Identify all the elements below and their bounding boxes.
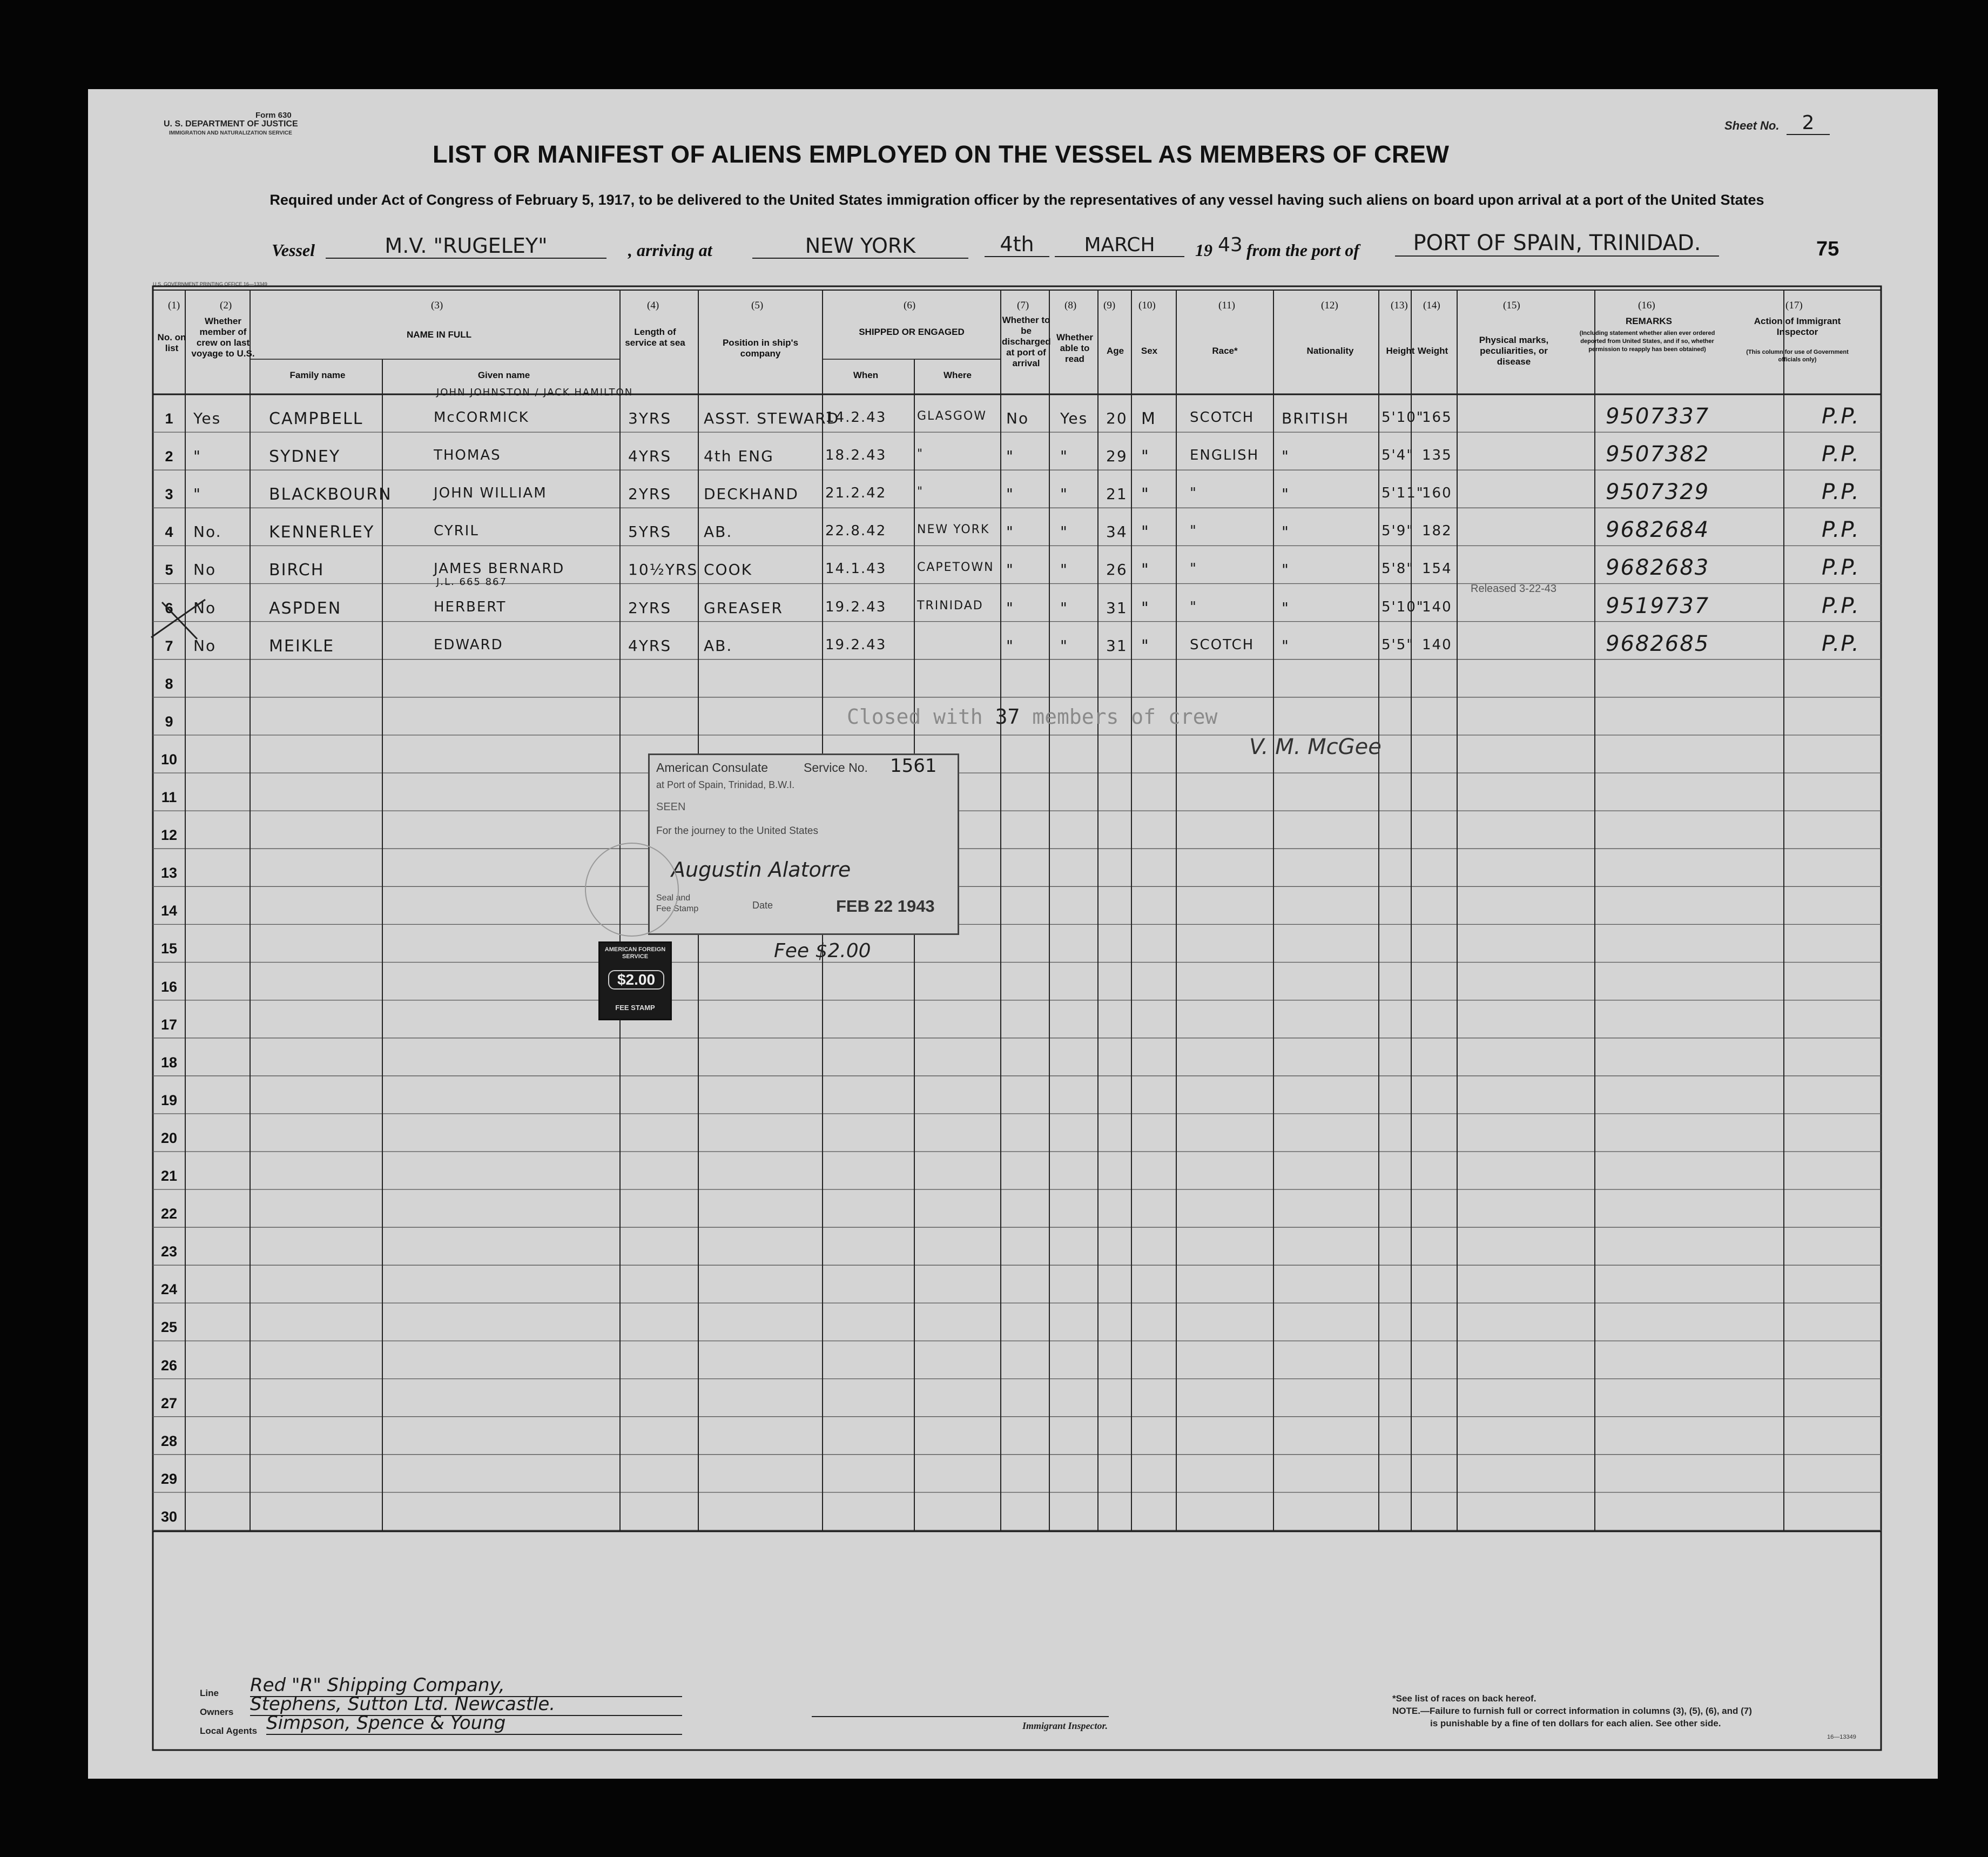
row-number: 20 xyxy=(160,1129,178,1146)
race-cell: " xyxy=(1190,598,1197,615)
col-num: (11) xyxy=(1218,300,1235,311)
sex-cell: " xyxy=(1141,636,1150,656)
col-num: (16) xyxy=(1638,300,1655,311)
inspector-signature-line xyxy=(812,1716,1109,1717)
row-number: 4 xyxy=(165,524,173,541)
agents-value: Simpson, Spence & Young xyxy=(266,1712,682,1735)
age-cell: 21 xyxy=(1106,485,1128,503)
arriving-label: , arriving at xyxy=(628,240,712,260)
race-cell: " xyxy=(1190,561,1197,577)
col-header-shipped: SHIPPED OR ENGAGED xyxy=(859,327,965,337)
col-header-height: Height xyxy=(1386,346,1415,356)
height-cell: 5'5" xyxy=(1382,636,1414,653)
position-cell: AB. xyxy=(704,523,733,541)
consulate-line2: at Port of Spain, Trinidad, B.W.I. xyxy=(656,779,795,790)
height-cell: 5'8" xyxy=(1382,561,1414,577)
shipped-when-cell: 18.2.43 xyxy=(825,447,887,464)
col-header-action-note: (This column for use of Government officials only) xyxy=(1746,349,1849,363)
col-header-remarks-note: (Including statement whether alien ever ordered deported from United States, and if so, whether permission to reapply has been obtained) xyxy=(1579,330,1715,353)
shipped-where-cell: GLASGOW xyxy=(917,409,987,423)
fee-stamp-bottom: FEE STAMP xyxy=(615,1004,655,1012)
discharged-cell: " xyxy=(1006,561,1014,579)
departure-port: PORT OF SPAIN, TRINIDAD. xyxy=(1395,231,1719,257)
row-number: 9 xyxy=(165,713,173,730)
age-cell: 34 xyxy=(1106,523,1128,541)
fee-stamp-amount: $2.00 xyxy=(608,970,664,990)
race-cell: SCOTCH xyxy=(1190,636,1255,653)
position-cell: DECKHAND xyxy=(704,485,799,503)
row-number: 12 xyxy=(160,827,178,844)
action-cell: P.P. xyxy=(1822,517,1860,543)
read-cell: " xyxy=(1060,447,1068,466)
last-voyage-cell: No. xyxy=(193,523,222,541)
col-header-action: Action of Immigrant Inspector xyxy=(1754,316,1841,337)
service-cell: 2YRS xyxy=(628,485,672,503)
action-cell: P.P. xyxy=(1822,442,1860,467)
age-cell: 29 xyxy=(1106,447,1128,466)
line-label: Line xyxy=(200,1688,219,1698)
height-cell: 5'10" xyxy=(1382,598,1424,615)
col-num: (13) xyxy=(1391,300,1408,311)
row-number: 16 xyxy=(160,978,178,995)
fee-note: Fee $2.00 xyxy=(774,940,871,962)
given-name-cell: JOHN WILLIAM xyxy=(434,485,547,502)
family-name-cell: BIRCH xyxy=(269,561,325,580)
col-num: (5) xyxy=(751,300,764,311)
shipped-when-cell: 21.2.42 xyxy=(825,485,887,502)
sheet-number: 2 xyxy=(1787,112,1830,135)
row-number: 14 xyxy=(160,903,178,919)
col-header-weight: Weight xyxy=(1417,346,1448,356)
row-number: 22 xyxy=(160,1206,178,1222)
arrival-year: 43 xyxy=(1218,234,1243,256)
col-num: (3) xyxy=(431,300,443,311)
read-cell: " xyxy=(1060,598,1068,617)
shipped-when-cell: 14.1.43 xyxy=(825,561,887,577)
closed-with-label xyxy=(847,705,1217,729)
consulate-stamp xyxy=(648,753,959,935)
owners-value: Stephens, Sutton Ltd. Newcastle. xyxy=(250,1693,682,1716)
closed-suffix: members of crew xyxy=(1032,705,1218,729)
action-cell: P.P. xyxy=(1822,593,1860,618)
discharged-cell: " xyxy=(1006,523,1014,541)
printer-note: U.S. GOVERNMENT PRINTING OFFICE 16—13349 xyxy=(153,281,267,287)
position-cell: ASST. STEWARD xyxy=(704,409,840,427)
row-number: 23 xyxy=(160,1243,178,1260)
page-title: LIST OR MANIFEST OF ALIENS EMPLOYED ON THE VESSEL AS MEMBERS OF CREW xyxy=(433,140,1450,168)
col-header-sex: Sex xyxy=(1141,346,1158,356)
owners-label: Owners xyxy=(200,1707,234,1717)
consulate-seal xyxy=(585,843,679,937)
vessel-name: M.V. "RUGELEY" xyxy=(326,234,606,259)
remarks-cell: 9507337 xyxy=(1606,404,1710,429)
consul-signature: Augustin Alatorre xyxy=(671,858,851,882)
position-cell: GREASER xyxy=(704,598,783,617)
col-num: (17) xyxy=(1785,300,1803,311)
sex-cell: " xyxy=(1141,561,1150,580)
weight-cell: 165 xyxy=(1422,409,1452,426)
service-no-label: Service No. xyxy=(804,761,868,775)
family-name-cell: KENNERLEY xyxy=(269,523,375,542)
service-no-value: 1561 xyxy=(890,755,937,777)
action-cell: P.P. xyxy=(1822,555,1860,581)
family-name-cell: BLACKBOURN xyxy=(269,485,392,504)
col-subheader-given: Given name xyxy=(477,370,530,380)
service-cell: 2YRS xyxy=(628,598,672,617)
col-header-discharged: Whether to be discharged at port of arrival xyxy=(1002,315,1051,368)
given-name-cell: THOMAS xyxy=(434,447,501,464)
row-number: 11 xyxy=(161,789,177,805)
service-cell: 3YRS xyxy=(628,409,672,427)
col-header-remarks: REMARKS xyxy=(1626,316,1672,326)
shipped-when-cell: 22.8.42 xyxy=(825,523,887,540)
nationality-cell: BRITISH xyxy=(1282,409,1350,427)
row-number: 30 xyxy=(160,1508,178,1525)
action-cell: P.P. xyxy=(1822,480,1860,505)
age-cell: 26 xyxy=(1106,561,1128,579)
col-header-race: Race* xyxy=(1212,346,1238,356)
service-cell: 10½YRS xyxy=(628,561,698,579)
age-cell: 31 xyxy=(1106,598,1128,617)
arrival-port: NEW YORK xyxy=(752,234,968,259)
family-name-cell: ASPDEN xyxy=(269,598,342,618)
col-header-read: Whether able to read xyxy=(1056,332,1093,364)
service-cell: 4YRS xyxy=(628,636,672,655)
nationality-cell: " xyxy=(1282,447,1290,466)
arrival-day: 4th xyxy=(985,232,1049,257)
position-cell: AB. xyxy=(704,636,733,655)
row-number: 26 xyxy=(160,1357,178,1374)
nationality-cell: " xyxy=(1282,636,1290,655)
consulate-journey: For the journey to the United States xyxy=(656,825,818,837)
page-subtitle: Required under Act of Congress of February 5, 1917, to be delivered to the United States immigration officer by the representatives of any vessel having such aliens on board upon arrival at a port of the United States xyxy=(269,192,1764,208)
footer-note-1: *See list of races on back hereof. xyxy=(1392,1693,1537,1704)
row-number: 2 xyxy=(165,448,173,465)
discharged-cell: " xyxy=(1006,485,1014,503)
col-num: (6) xyxy=(904,300,916,311)
remarks-cell: 9682685 xyxy=(1606,631,1710,656)
weight-cell: 135 xyxy=(1422,447,1452,464)
row-number: 13 xyxy=(160,865,178,882)
given-name-cell: JAMES BERNARD xyxy=(434,561,565,577)
read-cell: " xyxy=(1060,636,1068,655)
height-cell: 5'11" xyxy=(1382,485,1424,502)
closing-signature: V. M. McGee xyxy=(1249,735,1382,759)
height-cell: 5'10" xyxy=(1382,409,1424,426)
read-cell: " xyxy=(1060,485,1068,503)
remarks-cell: 9507382 xyxy=(1606,442,1710,467)
service-cell: 4YRS xyxy=(628,447,672,466)
footer-note-3: is punishable by a fine of ten dollars for each alien. See other side. xyxy=(1430,1718,1721,1728)
remarks-cell: 9507329 xyxy=(1606,480,1710,505)
shipped-where-cell: " xyxy=(917,447,924,461)
from-port-label: from the port of xyxy=(1246,240,1359,260)
sex-cell: " xyxy=(1141,485,1150,504)
col-num: (1) xyxy=(168,300,180,311)
last-voyage-cell: " xyxy=(193,447,201,466)
line-value: Red "R" Shipping Company, xyxy=(250,1674,682,1697)
arrival-month: MARCH xyxy=(1055,234,1184,257)
age-cell: 31 xyxy=(1106,636,1128,655)
row-number: 21 xyxy=(160,1168,178,1184)
nationality-cell: " xyxy=(1282,561,1290,579)
last-voyage-cell: No xyxy=(193,636,217,655)
given-name-cell: EDWARD xyxy=(434,636,503,653)
vessel-label: Vessel xyxy=(272,240,315,260)
closed-prefix: Closed with xyxy=(847,705,983,729)
given-name-annotation: JOHN JOHNSTON / JACK HAMILTON xyxy=(436,387,634,398)
row-number: 8 xyxy=(165,675,173,692)
race-cell: " xyxy=(1190,523,1197,540)
row-number: 28 xyxy=(160,1432,178,1449)
agents-label: Local Agents xyxy=(200,1726,258,1736)
row-number: 1 xyxy=(165,411,173,427)
date-label: Date xyxy=(752,900,773,911)
sex-cell: " xyxy=(1141,598,1150,618)
row-number: 19 xyxy=(160,1092,178,1108)
height-cell: 5'4" xyxy=(1382,447,1414,464)
shipped-where-cell: NEW YORK xyxy=(917,523,990,537)
given-name-cell: McCORMICK xyxy=(434,409,529,426)
last-voyage-cell: Yes xyxy=(193,409,221,427)
read-cell: Yes xyxy=(1060,409,1088,427)
remarks-cell: 9682684 xyxy=(1606,517,1710,543)
col-subheader-family: Family name xyxy=(289,370,346,380)
row-number: 10 xyxy=(160,751,178,768)
service-name: IMMIGRATION AND NATURALIZATION SERVICE xyxy=(169,130,292,136)
row-number: 25 xyxy=(160,1319,178,1336)
year-prefix: 19 xyxy=(1195,240,1212,260)
family-name-cell: CAMPBELL xyxy=(269,409,363,428)
position-cell: 4th ENG xyxy=(704,447,774,466)
col-num: (8) xyxy=(1064,300,1077,311)
date-value: FEB 22 1943 xyxy=(836,897,935,916)
row-number: 27 xyxy=(160,1395,178,1411)
discharged-cell: " xyxy=(1006,636,1014,655)
manifest-sheet xyxy=(88,89,1938,1779)
closed-count: 37 xyxy=(995,705,1020,729)
nationality-cell: " xyxy=(1282,523,1290,541)
col-header-no: No. on list xyxy=(157,332,186,353)
last-voyage-cell: " xyxy=(193,485,201,503)
given-name-annotation: J.L. 665 867 xyxy=(436,576,507,588)
col-subheader-when: When xyxy=(853,370,879,380)
col-num: (15) xyxy=(1503,300,1520,311)
discharged-cell: No xyxy=(1006,409,1029,427)
remarks-cell: 9682683 xyxy=(1606,555,1710,581)
col-num: (14) xyxy=(1423,300,1440,311)
col-num: (2) xyxy=(220,300,232,311)
col-header-last-voyage: Whether member of crew on last voyage to U.S. xyxy=(191,316,255,359)
row-number: 24 xyxy=(160,1281,178,1298)
weight-cell: 182 xyxy=(1422,523,1452,540)
footer-note-2: NOTE.—Failure to furnish full or correct information in columns (3), (5), (6), and (7) xyxy=(1392,1706,1752,1716)
shipped-when-cell: 14.2.43 xyxy=(825,409,887,426)
height-cell: 5'9" xyxy=(1382,523,1414,540)
col-header-service: Length of service at sea xyxy=(625,327,685,348)
strike-mark xyxy=(146,597,211,640)
given-name-cell: HERBERT xyxy=(434,598,507,615)
action-cell: P.P. xyxy=(1822,404,1860,429)
footer-code: 16—13349 xyxy=(1827,1734,1856,1740)
sheet-label: Sheet No. xyxy=(1724,119,1780,132)
remarks-cell: 9519737 xyxy=(1606,593,1710,618)
race-cell: ENGLISH xyxy=(1190,447,1259,464)
race-cell: " xyxy=(1190,485,1197,502)
shipped-where-cell: " xyxy=(917,485,924,499)
department-name: U. S. DEPARTMENT OF JUSTICE xyxy=(164,119,298,129)
nationality-cell: " xyxy=(1282,485,1290,503)
col-header-age: Age xyxy=(1106,346,1124,356)
read-cell: " xyxy=(1060,523,1068,541)
shipped-where-cell: CAPETOWN xyxy=(917,561,994,575)
last-voyage-cell: No xyxy=(193,561,217,579)
fee-stamp xyxy=(598,941,672,1020)
position-cell: COOK xyxy=(704,561,752,579)
sex-cell: M xyxy=(1141,409,1156,428)
row-number: 6 xyxy=(165,600,173,616)
row-number: 18 xyxy=(160,1054,178,1071)
col-num: (4) xyxy=(647,300,659,311)
read-cell: " xyxy=(1060,561,1068,579)
col-header-physical-marks: Physical marks, peculiarities, or disease xyxy=(1479,335,1549,367)
col-header-name: NAME IN FULL xyxy=(407,329,471,340)
row-number: 7 xyxy=(165,637,173,654)
age-cell: 20 xyxy=(1106,409,1128,427)
weight-cell: 154 xyxy=(1422,561,1452,577)
weight-cell: 140 xyxy=(1422,598,1452,615)
row-number: 17 xyxy=(160,1016,178,1033)
service-cell: 5YRS xyxy=(628,523,672,541)
row-number: 3 xyxy=(165,486,173,503)
discharged-cell: " xyxy=(1006,598,1014,617)
col-num: (10) xyxy=(1138,300,1156,311)
action-cell: P.P. xyxy=(1822,631,1860,656)
shipped-when-cell: 19.2.43 xyxy=(825,598,887,615)
given-name-cell: CYRIL xyxy=(434,523,479,540)
fee-stamp-top: AMERICAN FOREIGN SERVICE xyxy=(604,946,666,960)
col-num: (12) xyxy=(1321,300,1338,311)
family-name-cell: MEIKLE xyxy=(269,636,335,656)
weight-cell: 160 xyxy=(1422,485,1452,502)
form-number: Form 630 xyxy=(255,111,292,120)
row-number: 5 xyxy=(165,562,173,578)
family-name-cell: SYDNEY xyxy=(269,447,341,467)
col-subheader-where: Where xyxy=(944,370,972,380)
page-number: 75 xyxy=(1816,238,1839,260)
seal-label: Seal and Fee Stamp xyxy=(656,893,699,913)
nationality-cell: " xyxy=(1282,598,1290,617)
sex-cell: " xyxy=(1141,523,1150,542)
shipped-where-cell: TRINIDAD xyxy=(917,598,983,613)
shipped-when-cell: 19.2.43 xyxy=(825,636,887,653)
inspector-label: Immigrant Inspector. xyxy=(1022,1720,1108,1731)
consulate-line1: American Consulate xyxy=(656,761,769,775)
row-number: 29 xyxy=(160,1470,178,1487)
col-num: (7) xyxy=(1017,300,1029,311)
race-cell: SCOTCH xyxy=(1190,409,1255,426)
remarks-note: Released 3-22-43 xyxy=(1471,582,1556,595)
weight-cell: 140 xyxy=(1422,636,1452,653)
row-number: 15 xyxy=(160,940,178,957)
col-header-nationality: Nationality xyxy=(1306,346,1354,356)
consulate-seen: SEEN xyxy=(656,801,686,813)
col-num: (9) xyxy=(1103,300,1116,311)
sex-cell: " xyxy=(1141,447,1150,467)
col-header-position: Position in ship's company xyxy=(722,338,799,359)
last-voyage-cell: No xyxy=(193,598,217,617)
discharged-cell: " xyxy=(1006,447,1014,466)
